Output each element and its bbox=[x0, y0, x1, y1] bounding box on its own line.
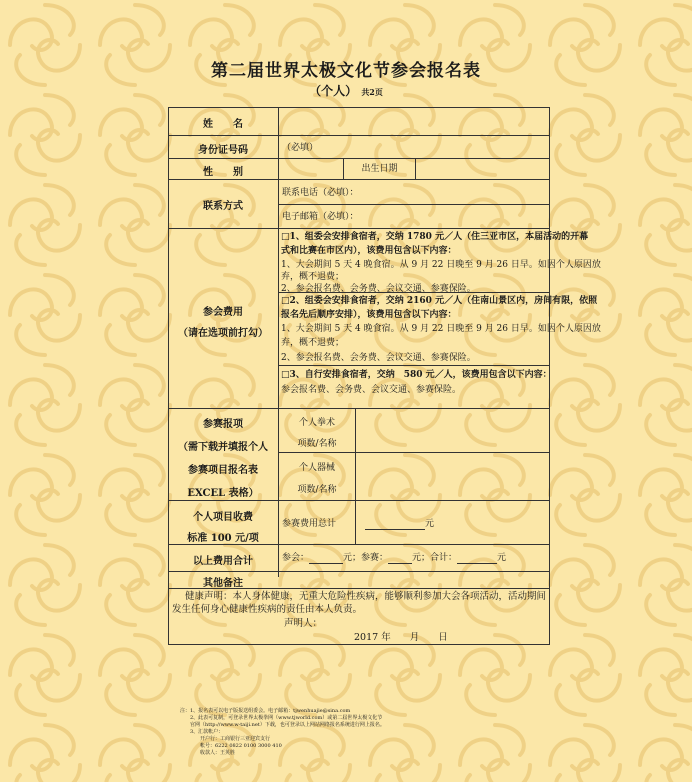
fee-option-2-line-3: 1、大会期间 5 天 4 晚食宿。从 9 月 22 日晚至 9 月 26 日早。如因个人原因放 bbox=[281, 324, 601, 334]
fee-label: 参会费用 bbox=[203, 307, 243, 318]
fee-option-1-line-3: 1、大会期间 5 天 4 晚食宿。从 9 月 22 日晚至 9 月 26 日早。如因个人原因放 bbox=[281, 260, 601, 270]
row-divider bbox=[168, 135, 550, 136]
fee-option-3-line-2: 参会报名费、会务费、会议交通、参赛保险。 bbox=[281, 385, 462, 395]
row-divider bbox=[168, 408, 550, 409]
row-divider bbox=[168, 179, 550, 180]
note-line: 注：1、报名表可以电子版报送组委会。电子邮箱：tjwenhuajie@sina.com bbox=[180, 708, 351, 714]
entry-total-label: 参赛费用总计 bbox=[282, 519, 337, 529]
id-number-label: 身份证号码 bbox=[198, 145, 248, 156]
events-hint-1: （需下载并填报个人 bbox=[178, 442, 268, 453]
footnotes bbox=[180, 708, 385, 757]
row-divider bbox=[168, 228, 550, 229]
total-sum-blank[interactable] bbox=[457, 553, 497, 564]
fee-hint: （请在选项前打勾） bbox=[178, 328, 268, 339]
table-border-top bbox=[168, 107, 550, 108]
declaration-line-2: 发生任何身心健康性疾病的责任由本人负责。 bbox=[172, 604, 363, 615]
phone-field-label: 联系电话（必填）： bbox=[282, 188, 359, 198]
total-meeting-label: 参会： bbox=[282, 553, 310, 563]
fee-option-1-line-2: 式和比赛在市区内），该费用包含以下内容： bbox=[281, 246, 457, 256]
events-hint-2: 参赛项目报名表 bbox=[188, 465, 258, 476]
declaration-date: 2017 年 月 日 bbox=[354, 632, 448, 643]
declarant-label: 声明人： bbox=[284, 618, 323, 629]
fist-event-label: 个人拳术 bbox=[298, 418, 335, 428]
id-required-hint: （必填） bbox=[282, 143, 319, 153]
fee-option-2-line-1[interactable]: □2、组委会安排食宿者，交纳 2160 元／人（住南山景区内，房间有限，依照 bbox=[281, 296, 598, 306]
fee-option-1-line-5: 2、参会报名费、会务费、会议交通、参赛保险。 bbox=[281, 284, 476, 294]
events-sub-divider bbox=[355, 408, 356, 500]
row-divider bbox=[278, 204, 550, 205]
fee-option-1-line-4: 弃，概不退费； bbox=[281, 272, 345, 282]
row-divider bbox=[168, 158, 550, 159]
fist-event-sub: 项数/名称 bbox=[297, 439, 337, 449]
registration-form-table bbox=[168, 107, 601, 645]
fee-option-1-line-1[interactable]: □1、组委会安排食宿者，交纳 1780 元／人（住三亚市区，本届活动的开幕 bbox=[281, 232, 589, 242]
table-border-bottom bbox=[168, 644, 550, 645]
fee-option-3-line-1[interactable]: □3、自行安排食宿者，交纳 580 元／人，该费用包含以下内容： bbox=[281, 370, 552, 380]
events-label: 参赛报项 bbox=[203, 419, 243, 430]
weapon-event-label: 个人器械 bbox=[298, 463, 335, 473]
total-end-unit: 元 bbox=[497, 553, 507, 563]
entry-total-field[interactable] bbox=[365, 518, 434, 530]
note-line: 官网（http://www.w-taiji.net）下载，也可登录以上网站网络报名系统进行网上报名。 bbox=[180, 722, 385, 728]
name-label: 姓 名 bbox=[203, 119, 243, 130]
contact-label: 联系方式 bbox=[203, 201, 243, 212]
remarks-label: 其他备注 bbox=[203, 578, 243, 589]
declaration-line-1: 健康声明：本人身体健康，无重大危险性疾病，能够顺利参加大会各项活动，活动期间 bbox=[185, 591, 547, 602]
page-count: 共2页 bbox=[361, 87, 383, 97]
total-sum-label: 元；合计： bbox=[412, 553, 458, 563]
page-subtitle bbox=[0, 82, 692, 99]
fee-option-2-line-2: 报名先后顺序安排），该费用包含以下内容： bbox=[281, 310, 457, 320]
row-divider bbox=[168, 571, 550, 572]
note-line: 开户行：工商银行三亚迎宾支行 bbox=[180, 736, 271, 742]
weapon-event-sub: 项数/名称 bbox=[297, 485, 337, 495]
note-line: 收款人：王英胜 bbox=[180, 750, 236, 756]
note-line: 3、汇款帐户： bbox=[180, 729, 224, 735]
row-divider bbox=[278, 365, 550, 366]
entry-total-divider bbox=[355, 500, 356, 544]
subtitle-text: （个人） bbox=[309, 84, 358, 98]
total-label: 以上费用合计 bbox=[193, 556, 253, 567]
total-entry-blank[interactable] bbox=[388, 553, 412, 564]
fee-option-2-line-4: 弃，概不退费； bbox=[281, 338, 345, 348]
item-fee-label-1: 个人项目收费 bbox=[193, 512, 253, 523]
note-line: 2、此表可复制，可登录世界太极拳网（www.tjworld.com）或第二届世界太极文化节 bbox=[180, 715, 383, 721]
row-divider bbox=[168, 500, 550, 501]
note-line: 帐号：6222 0822 0100 3000 410 bbox=[180, 743, 282, 749]
row-divider bbox=[168, 544, 550, 545]
row-divider bbox=[278, 452, 550, 453]
item-fee-label-2: 标准 100 元/项 bbox=[187, 533, 259, 544]
total-breakdown[interactable] bbox=[282, 552, 506, 564]
fee-option-2-line-5: 2、参会报名费、会务费、会议交通、参赛保险。 bbox=[281, 353, 476, 363]
birth-value-divider bbox=[415, 158, 416, 179]
birth-date-label: 出生日期 bbox=[361, 164, 398, 174]
gender-label: 性 别 bbox=[203, 167, 243, 178]
page-title: 第二届世界太极文化节参会报名表 bbox=[211, 61, 481, 81]
entry-total-unit: 元 bbox=[425, 519, 435, 529]
events-hint-3: EXCEL 表格） bbox=[187, 488, 259, 499]
label-column-divider bbox=[278, 107, 279, 577]
email-field-label: 电子邮箱（必填）： bbox=[282, 212, 359, 222]
total-entry-label: 元；参赛： bbox=[343, 553, 389, 563]
total-meeting-blank[interactable] bbox=[309, 553, 343, 564]
entry-total-blank[interactable] bbox=[365, 519, 425, 530]
